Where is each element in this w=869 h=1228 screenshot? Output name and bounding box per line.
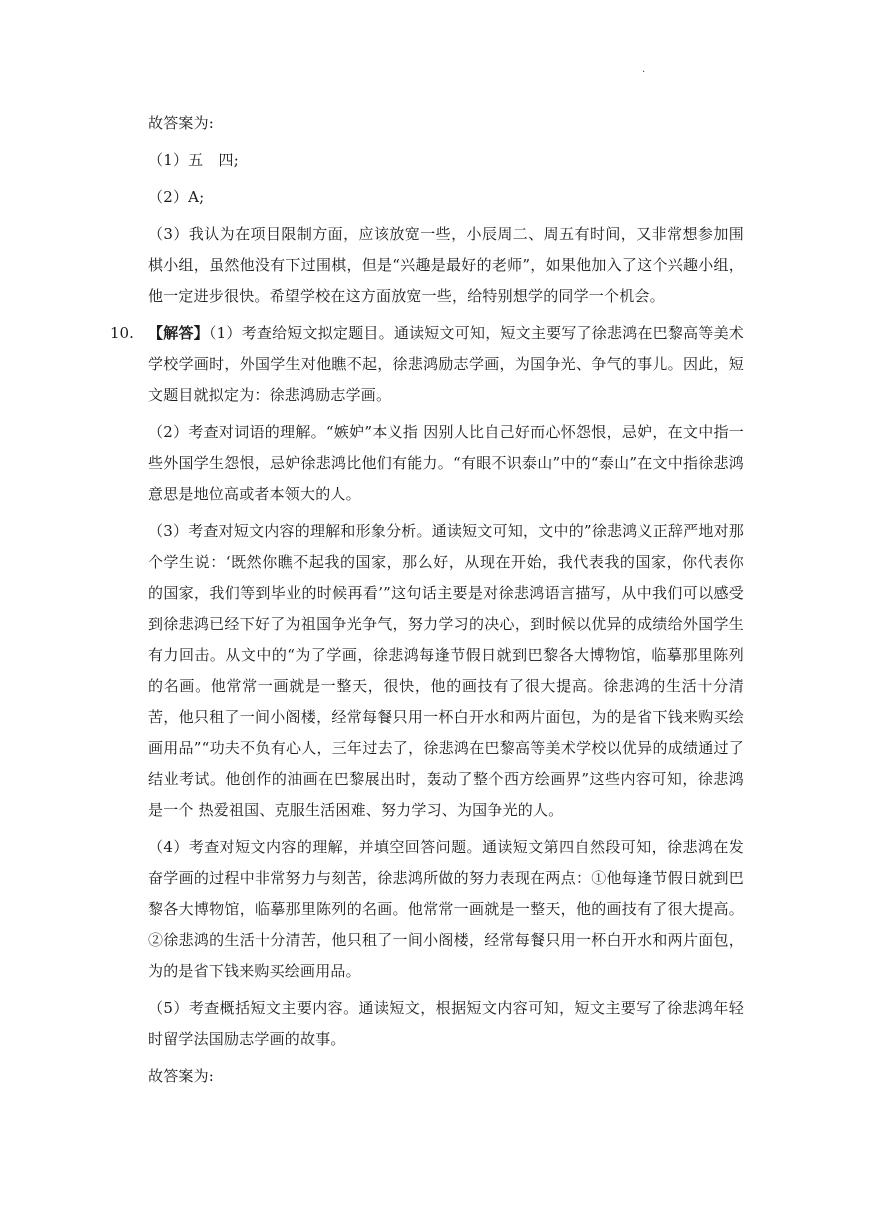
question-10-part-1 xyxy=(148,318,744,411)
document-body xyxy=(110,108,744,1098)
question-10-part-3: （3）考查对短文内容的理解和形象分析。通读短文可知，文中的”徐悲鸿义正辞严地对那个学生说：‘既然你瞧不起我的国家，那么好，从现在开始，我代表我的国家，你代表你的国家，我们等到毕业的时候再看’”这句话主要是对徐悲鸿语言描写，从中我们可以感受到徐悲鸿已经下好了为祖国争光争气，努力学习的决心，到时候以优异的成绩给外国学生有力回击。从文中的“为了学画，徐悲鸿每逢节假日就到巴黎各大博物馆，临摹那里陈列的名画。他常常一画就是一整天，很快，他的画技有了很大提高。徐悲鸿的生活十分清苦，他只租了一间小阁楼，经常每餐只用一杯白开水和两片面包，为的是省下钱来购买绘画用品”“功夫不负有心人，三年过去了，徐悲鸿在巴黎高等美术学校以优异的成绩通过了结业考试。他创作的油画在巴黎展出时，轰动了整个西方绘画界”这些内容可知，徐悲鸿是一个 热爱祖国、克服生活困难、努力学习、为国争光的人。 xyxy=(148,522,744,819)
solution-tag: 【解答】 xyxy=(148,324,209,342)
question-10 xyxy=(110,318,744,411)
question-number: 10. xyxy=(110,324,134,342)
answer-heading-2: 故答案为: xyxy=(148,1067,215,1085)
header-dot: . xyxy=(642,64,646,75)
answer-item-2: （2）A; xyxy=(148,188,205,206)
answer-heading: 故答案为: xyxy=(148,114,215,132)
answer-item-3: （3）我认为在项目限制方面，应该放宽一些，小辰周二、周五有时间，又非常想参加围棋小组，虽然他没有下过围棋，但是“兴趣是最好的老师”，如果他加入了这个兴趣小组，他一定进步很快。希望学校在这方面放宽一些，给特别想学的同学一个机会。 xyxy=(148,225,744,305)
question-10-part-4: （4）考查对短文内容的理解，并填空回答问题。通读短文第四自然段可知，徐悲鸿在发奋学画的过程中非常努力与刻苦，徐悲鸿所做的努力表现在两点：①他每逢节假日就到巴黎各大博物馆，临摹那里陈列的名画。他常常一画就是一整天，他的画技有了很大提高。②徐悲鸿的生活十分清苦，他只租了一间小阁楼，经常每餐只用一杯白开水和两片面包，为的是省下钱来购买绘画用品。 xyxy=(148,838,744,980)
question-10-part-1-text: （1）考查给短文拟定题目。通读短文可知，短文主要写了徐悲鸿在巴黎高等美术学校学画时，外国学生对他瞧不起，徐悲鸿励志学画，为国争光、争气的事儿。因此，短文题目就拟定为：徐悲鸿励志学画。 xyxy=(148,324,744,404)
answer-item-1: （1）五 四; xyxy=(148,151,239,169)
question-10-part-5: （5）考查概括短文主要内容。通读短文，根据短文内容可知，短文主要写了徐悲鸿年轻时留学法国励志学画的故事。 xyxy=(148,999,744,1048)
question-10-part-2: （2）考查对词语的理解。“嫉妒”本义指 因别人比自己好而心怀怨恨，忌妒，在文中指一些外国学生怨恨，忌妒徐悲鸿比他们有能力。“有眼不识泰山”中的“泰山”在文中指徐悲鸿意思是地位高或者本领大的人。 xyxy=(148,423,744,503)
